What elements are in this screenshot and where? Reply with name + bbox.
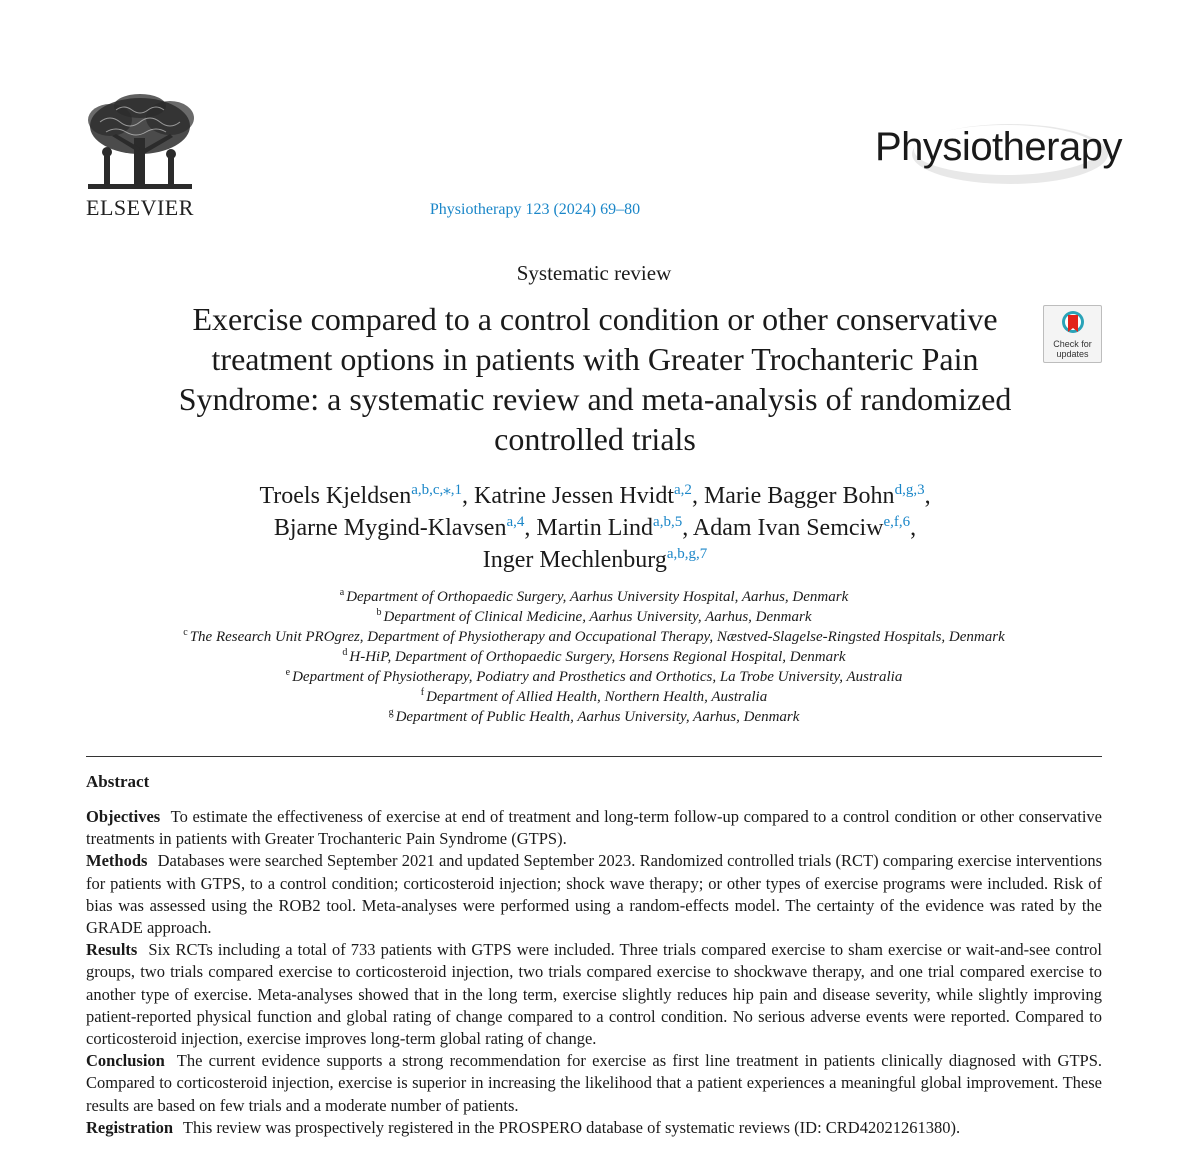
affiliation-key: f bbox=[420, 687, 425, 698]
author-name: Bjarne Mygind-Klavsen bbox=[273, 515, 507, 541]
author[interactable] bbox=[693, 515, 916, 541]
abstract-body bbox=[86, 806, 1102, 1139]
bookmark-icon bbox=[1061, 310, 1085, 338]
author-separator: , bbox=[691, 483, 698, 509]
abstract-section-text: Databases were searched September 2021 and updated September 2023. Randomized controlled trials (RCT) comparing exercise interventions for patients with GTPS, to a control condition; corticosteroid injection; shock wave therapy; or other types of exercise programs were included. Risk of bias was assessed using the ROB2 tool. Meta-analyses were performed using a random-effects model. The certainty of the evidence was rated by the GRADE approach. bbox=[86, 851, 1102, 938]
journal-citation-link[interactable]: Physiotherapy 123 (2024) 69–80 bbox=[429, 201, 641, 218]
author-affiliation-refs[interactable]: a,4 bbox=[506, 514, 525, 530]
affiliation bbox=[0, 647, 1188, 667]
article-title: Exercise compared to a control condition or other conservative treatment options in patients with Greater Trochanteric Pain Syndrome: a systematic review and meta-analysis of randomized controlled trials bbox=[178, 301, 1012, 457]
author[interactable] bbox=[704, 483, 931, 509]
abstract-section-text: This review was prospectively registered in the PROSPERO database of systematic reviews (ID: CRD42021261380). bbox=[182, 1117, 961, 1137]
author-separator: , bbox=[524, 515, 531, 541]
author-affiliation-refs[interactable]: a,b,5 bbox=[653, 514, 683, 530]
author-name: Katrine Jessen Hvidt bbox=[474, 483, 675, 509]
abstract-section-label: Results bbox=[86, 940, 138, 960]
abstract-section-text: Six RCTs including a total of 733 patients with GTPS were included. Three trials compared exercise to sham exercise or wait-and-see control groups, two trials compared exercise to corticosteroid injection, two trials compared exercise to shockwave therapy, and one trial compared exercise to another type of exercise. Meta-analyses showed that in the long term, exercise slightly reduces hip pain and disease severity, while slightly improving patient-reported physical function and global rating of change compared to a control condition. No serious adverse events were reported. Compared to corticosteroid injection, exercise improves long-term global rating of change. bbox=[86, 940, 1103, 1049]
author-affiliation-refs[interactable]: a,b,g,7 bbox=[666, 546, 708, 562]
affiliation bbox=[0, 607, 1188, 627]
abstract-section-text: The current evidence supports a strong recommendation for exercise as first line treatment in patients clinically diagnosed with GTPS. Compared to corticosteroid injection, exercise is superior in increasing the likelihood that a patient experiences a meaningful global improvement. These results are based on few trials and a moderate number of patients. bbox=[86, 1051, 1102, 1115]
author[interactable] bbox=[259, 483, 468, 509]
affiliation bbox=[0, 707, 1188, 727]
author-name: Adam Ivan Semciw bbox=[692, 515, 884, 541]
affiliation-text: Department of Orthopaedic Surgery, Aarhus University Hospital, Aarhus, Denmark bbox=[346, 589, 849, 605]
affiliation-text: The Research Unit PROgrez, Department of Physiotherapy and Occupational Therapy, Næstved-Slagelse-Ringsted Hospitals, Denmark bbox=[189, 629, 1005, 645]
abstract-methods bbox=[86, 850, 1102, 939]
author-separator: , bbox=[682, 515, 689, 541]
abstract-heading: Abstract bbox=[86, 772, 150, 791]
abstract-section-label: Objectives bbox=[86, 807, 161, 826]
section-divider bbox=[86, 756, 1102, 757]
affiliation bbox=[0, 687, 1188, 707]
check-for-updates-label bbox=[1044, 339, 1101, 359]
affiliation-text: Department of Public Health, Aarhus University, Aarhus, Denmark bbox=[395, 709, 800, 725]
author-affiliation-refs[interactable]: d,g,3 bbox=[894, 482, 925, 498]
abstract-registration bbox=[86, 1117, 1102, 1139]
affiliation-text: Department of Clinical Medicine, Aarhus University, Aarhus, Denmark bbox=[383, 609, 812, 625]
affiliation-key: b bbox=[376, 607, 382, 618]
affiliation-key: e bbox=[285, 667, 291, 678]
journal-name: Physiotherapy bbox=[875, 125, 1122, 169]
elsevier-tree-icon bbox=[80, 92, 200, 196]
affiliation-text: Department of Allied Health, Northern Health, Australia bbox=[426, 689, 768, 705]
author[interactable] bbox=[536, 515, 688, 541]
affiliation-key: a bbox=[339, 587, 345, 598]
affiliation bbox=[0, 667, 1188, 687]
author-name: Marie Bagger Bohn bbox=[703, 483, 895, 509]
affiliation-key: d bbox=[342, 647, 348, 658]
author-separator: , bbox=[910, 515, 917, 541]
publisher-name: ELSEVIER bbox=[86, 195, 194, 220]
abstract-results bbox=[86, 939, 1102, 1050]
check-updates-line1: Check for bbox=[1053, 339, 1092, 349]
affiliation bbox=[0, 627, 1188, 647]
author-affiliation-refs[interactable]: a,2 bbox=[674, 482, 692, 498]
author-name: Inger Mechlenburg bbox=[482, 547, 667, 573]
affiliation-text: H-HiP, Department of Orthopaedic Surgery, Horsens Regional Hospital, Denmark bbox=[349, 649, 846, 665]
author-affiliation-refs[interactable]: a,b,c,⁎,1 bbox=[411, 482, 463, 498]
author-separator: , bbox=[924, 483, 931, 509]
check-updates-line2: updates bbox=[1056, 349, 1089, 359]
affiliation-key: g bbox=[388, 707, 394, 718]
affiliation-list bbox=[0, 587, 1188, 727]
affiliation-text: Department of Physiotherapy, Podiatry and Prosthetics and Orthotics, La Trobe University, Australia bbox=[292, 669, 903, 685]
author[interactable] bbox=[483, 547, 708, 573]
author-name: Martin Lind bbox=[536, 515, 654, 541]
author[interactable] bbox=[274, 515, 531, 541]
author[interactable] bbox=[474, 483, 698, 509]
article-type: Systematic review bbox=[516, 261, 672, 285]
abstract-section-text: To estimate the effectiveness of exercise at end of treatment and long-term follow-up compared to a control condition or other conservative treatments in patients with Greater Trochanteric Pain Syndrome (GTPS). bbox=[86, 807, 1102, 849]
abstract-section-label: Conclusion bbox=[86, 1051, 165, 1071]
author-separator: , bbox=[462, 483, 469, 509]
abstract-section-label: Registration bbox=[86, 1117, 174, 1137]
affiliation-key: c bbox=[183, 627, 188, 638]
affiliation bbox=[0, 587, 1188, 607]
check-for-updates-button[interactable] bbox=[1043, 305, 1102, 363]
author-name: Troels Kjeldsen bbox=[259, 483, 412, 509]
abstract-section-label: Methods bbox=[86, 851, 148, 871]
abstract-objectives bbox=[86, 806, 1102, 850]
abstract-conclusion bbox=[86, 1050, 1102, 1117]
author-list bbox=[150, 480, 1040, 576]
author-affiliation-refs[interactable]: e,f,6 bbox=[883, 514, 911, 530]
